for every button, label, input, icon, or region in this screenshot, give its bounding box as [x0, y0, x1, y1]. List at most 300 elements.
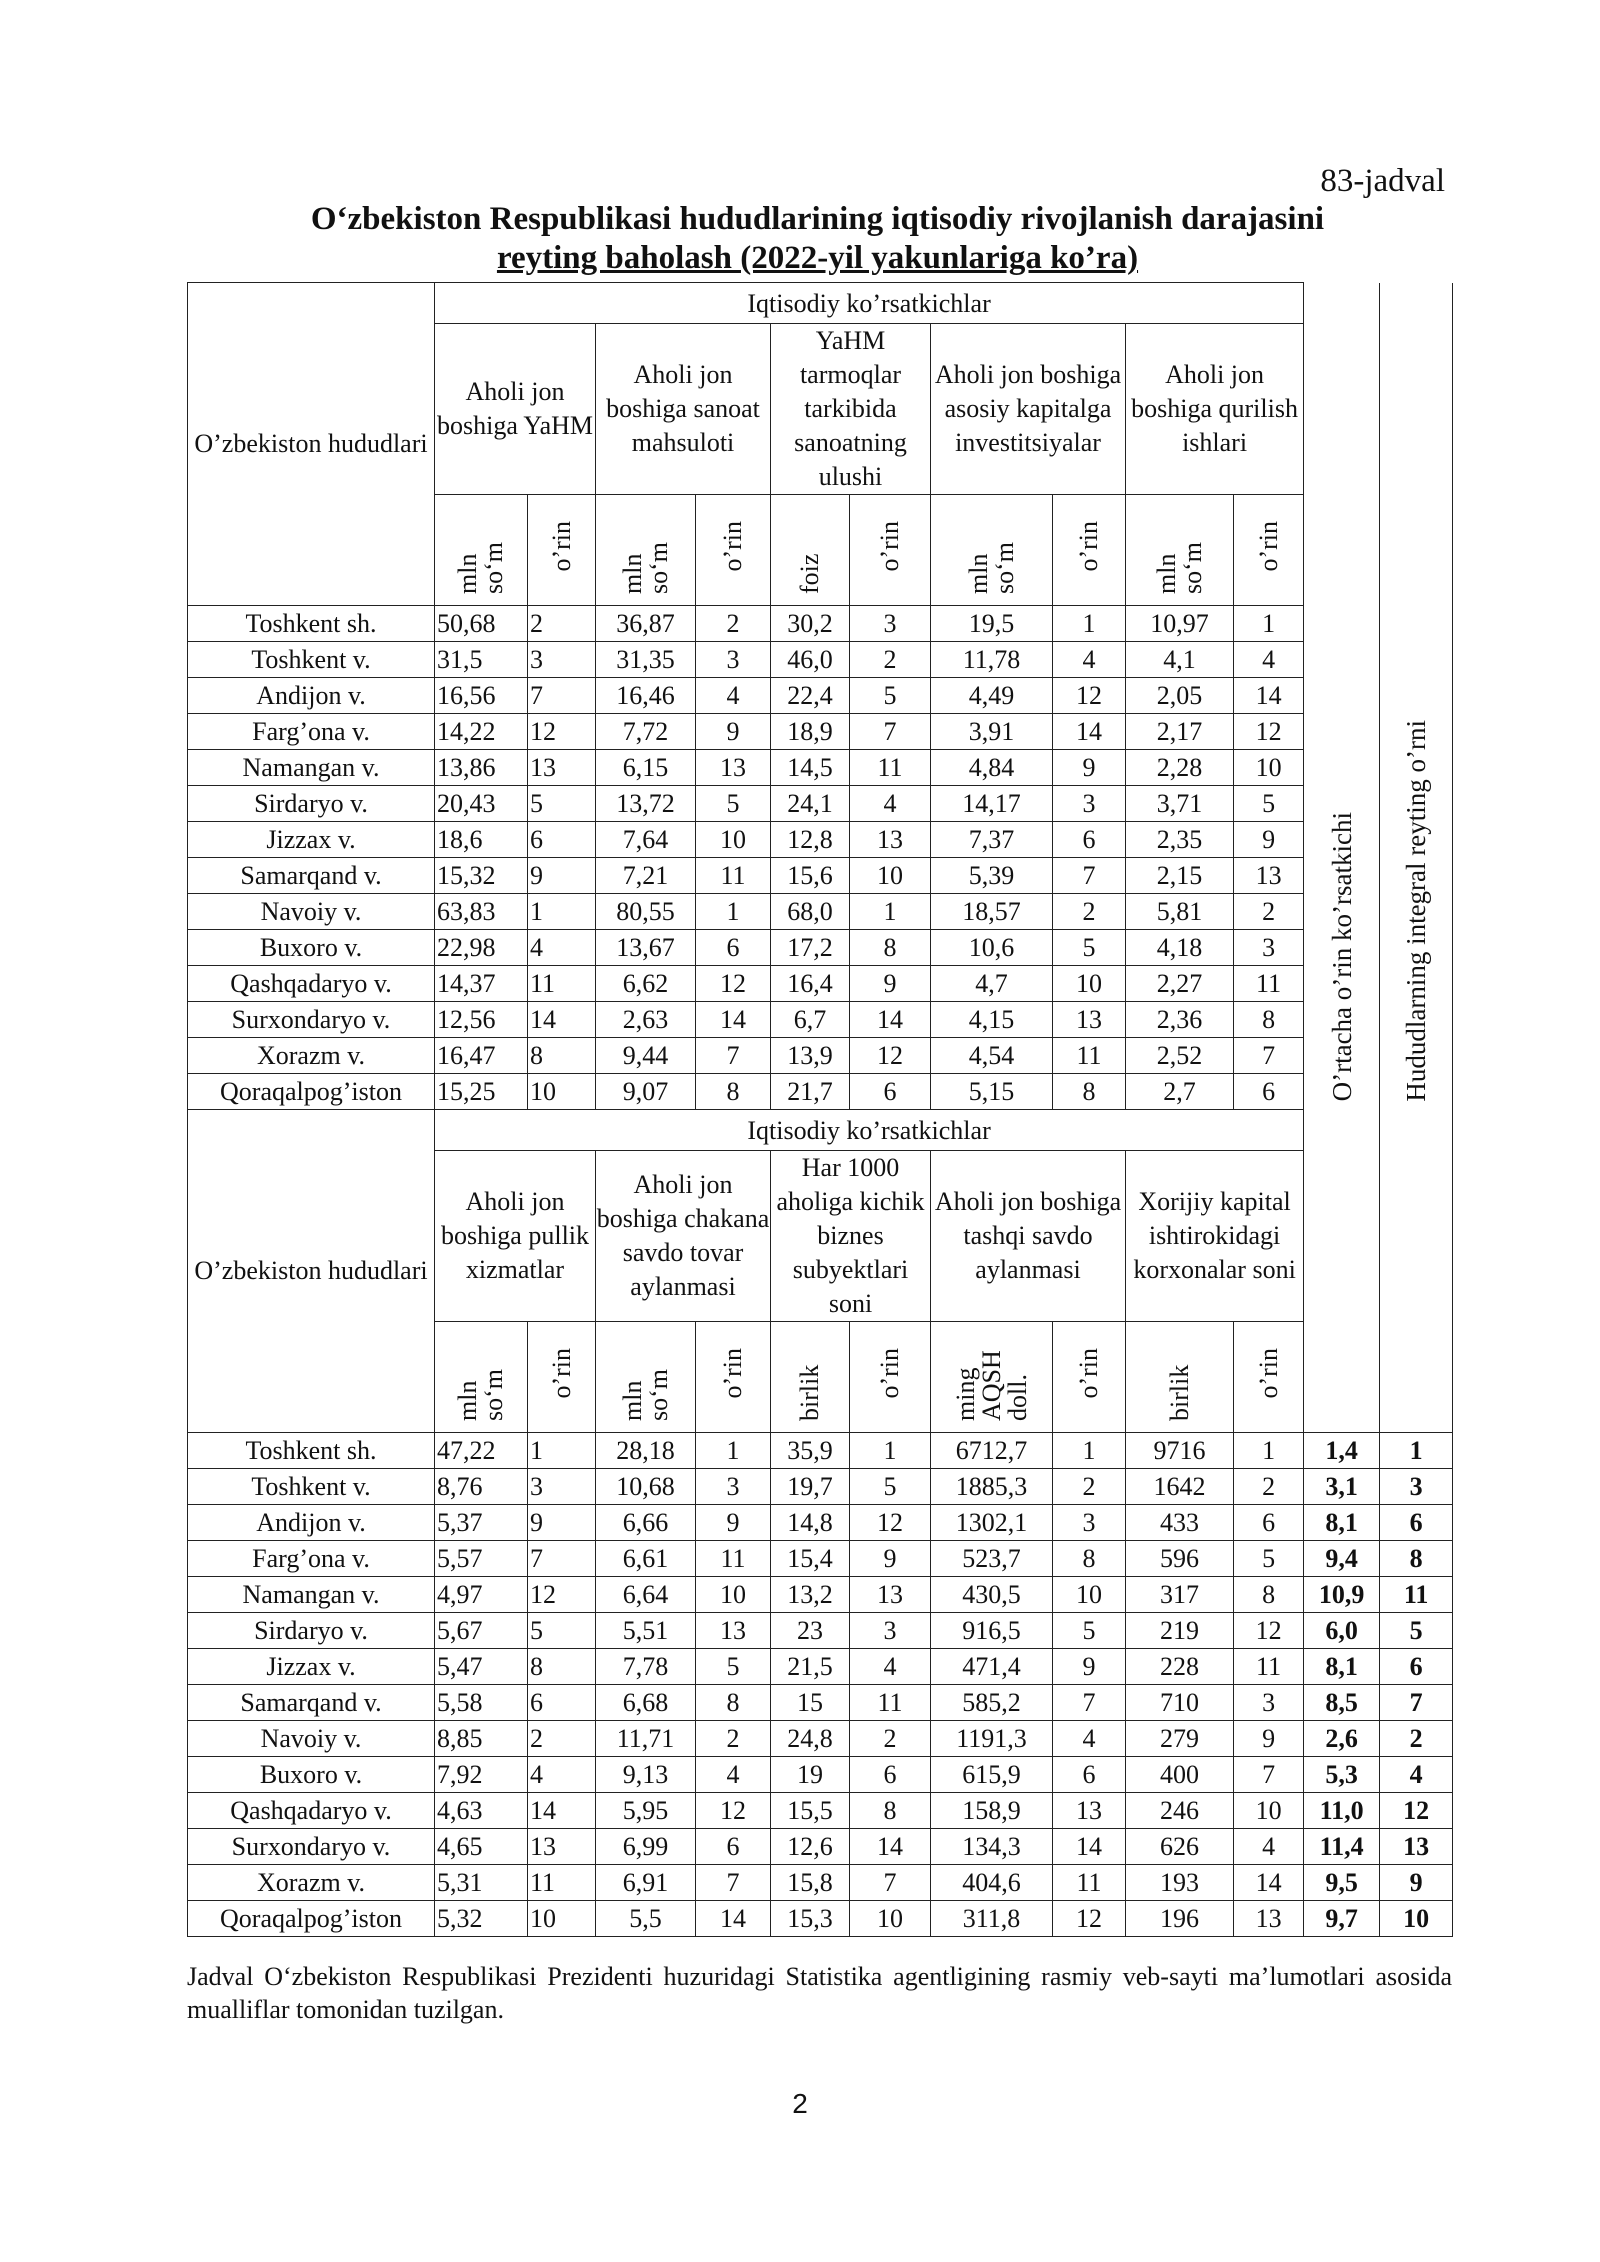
table-row	[188, 966, 1453, 1002]
table-cell: 7	[528, 678, 596, 714]
table-cell: 22,4	[771, 678, 850, 714]
table-cell: 11	[1053, 1865, 1126, 1901]
average-rank-header	[1304, 283, 1380, 1110]
indicator-header: Aholi jon boshiga sanoat mahsuloti	[596, 324, 771, 495]
indicator-header: Aholi jon boshiga chakana savdo tovar aylanmasi	[596, 1151, 771, 1322]
table-row	[188, 822, 1453, 858]
table-cell: 15	[771, 1685, 850, 1721]
rating-table-body	[188, 283, 1453, 1937]
table-cell: 1302,1	[931, 1505, 1053, 1541]
table-cell: 228	[1126, 1649, 1234, 1685]
table-cell: 4	[696, 678, 771, 714]
table-cell: 7,92	[435, 1757, 528, 1793]
integral-rank-value: 7	[1380, 1685, 1453, 1721]
region-name: Toshkent v.	[188, 1469, 435, 1505]
average-rank-value: 2,6	[1304, 1721, 1380, 1757]
table-cell: 1191,3	[931, 1721, 1053, 1757]
table-cell: 10	[850, 858, 931, 894]
table-cell: 9	[1234, 822, 1304, 858]
table-cell: 13,67	[596, 930, 696, 966]
table-cell: 31,35	[596, 642, 696, 678]
table-cell: 7	[1053, 858, 1126, 894]
table-cell: 5,37	[435, 1505, 528, 1541]
table-cell: 11	[1053, 1038, 1126, 1074]
table-cell: 14,37	[435, 966, 528, 1002]
table-cell: 1885,3	[931, 1469, 1053, 1505]
table-cell: 12,6	[771, 1829, 850, 1865]
table-cell: 4	[1234, 642, 1304, 678]
table-cell: 710	[1126, 1685, 1234, 1721]
table-row	[188, 1901, 1453, 1937]
rank-header	[528, 495, 596, 606]
table-row	[188, 606, 1453, 642]
table-cell: 4	[850, 786, 931, 822]
table-cell: 8	[696, 1074, 771, 1110]
region-name: Andijon v.	[188, 1505, 435, 1541]
rank-label: o’rin	[1074, 520, 1103, 572]
region-name: Jizzax v.	[188, 1649, 435, 1685]
table-cell: 18,57	[931, 894, 1053, 930]
table-cell: 5,47	[435, 1649, 528, 1685]
table-row	[188, 786, 1453, 822]
integral-rank-value: 10	[1380, 1901, 1453, 1937]
table-cell: 12	[1234, 714, 1304, 750]
region-name: Surxondaryo v.	[188, 1002, 435, 1038]
average-rank-value: 8,5	[1304, 1685, 1380, 1721]
region-name: Surxondaryo v.	[188, 1829, 435, 1865]
table-row	[188, 858, 1453, 894]
average-rank-value: 3,1	[1304, 1469, 1380, 1505]
table-cell: 219	[1126, 1613, 1234, 1649]
average-rank-value: 11,0	[1304, 1793, 1380, 1829]
table-cell: 7	[1234, 1757, 1304, 1793]
table-cell: 14,8	[771, 1505, 850, 1541]
region-name: Qashqadaryo v.	[188, 1793, 435, 1829]
table-cell: 2	[1053, 894, 1126, 930]
rank-header	[850, 495, 931, 606]
table-cell: 4	[528, 1757, 596, 1793]
table-cell: 4	[850, 1649, 931, 1685]
region-name: Namangan v.	[188, 1577, 435, 1613]
table-cell: 4,97	[435, 1577, 528, 1613]
table-row	[188, 1613, 1453, 1649]
table-cell: 1642	[1126, 1469, 1234, 1505]
integral-rank-value: 2	[1380, 1721, 1453, 1757]
table-cell: 5,5	[596, 1901, 696, 1937]
region-name: Sirdaryo v.	[188, 786, 435, 822]
table-cell: 10	[696, 1577, 771, 1613]
table-cell: 7,78	[596, 1649, 696, 1685]
table-cell: 6,62	[596, 966, 696, 1002]
indicator-header: Aholi jon boshiga pullik xizmatlar	[435, 1151, 596, 1322]
table-cell: 7	[850, 714, 931, 750]
indicator-header: Xorijiy kapital ishtirokidagi korxonalar soni	[1126, 1151, 1304, 1322]
integral-rank-value: 6	[1380, 1649, 1453, 1685]
table-cell: 1	[528, 894, 596, 930]
table-cell: 2	[1234, 894, 1304, 930]
table-cell: 6	[1053, 1757, 1126, 1793]
region-name: Qoraqalpog’iston	[188, 1074, 435, 1110]
table-cell: 1	[850, 894, 931, 930]
table-cell: 10	[1234, 1793, 1304, 1829]
table-cell: 8,76	[435, 1469, 528, 1505]
table-cell: 10	[850, 1901, 931, 1937]
table-cell: 9,07	[596, 1074, 696, 1110]
table-cell: 20,43	[435, 786, 528, 822]
table-cell: 615,9	[931, 1757, 1053, 1793]
table-row	[188, 1685, 1453, 1721]
table-cell: 2	[528, 606, 596, 642]
table-row	[188, 678, 1453, 714]
table-cell: 1	[1234, 606, 1304, 642]
table-cell: 10	[528, 1901, 596, 1937]
rank-label: o’rin	[546, 1347, 576, 1399]
table-cell: 12	[528, 1577, 596, 1613]
table-row	[188, 1829, 1453, 1865]
rank-header	[696, 495, 771, 606]
table-cell: 6	[850, 1074, 931, 1110]
table-cell: 13	[1053, 1793, 1126, 1829]
table-cell: 12	[1053, 678, 1126, 714]
table-cell: 3	[1234, 1685, 1304, 1721]
table-cell: 317	[1126, 1577, 1234, 1613]
table-cell: 6,66	[596, 1505, 696, 1541]
table-cell: 36,87	[596, 606, 696, 642]
table-cell: 10	[1053, 1577, 1126, 1613]
unit-label: mln so‘m	[1151, 541, 1207, 594]
average-rank-value: 1,4	[1304, 1433, 1380, 1469]
table-cell: 5	[1053, 1613, 1126, 1649]
table-cell: 6712,7	[931, 1433, 1053, 1469]
integral-rank-value: 8	[1380, 1541, 1453, 1577]
table-cell: 13,2	[771, 1577, 850, 1613]
table-cell: 8,85	[435, 1721, 528, 1757]
table-cell: 11	[850, 1685, 931, 1721]
table-cell: 1	[1234, 1433, 1304, 1469]
table-cell: 7	[850, 1865, 931, 1901]
table-cell: 523,7	[931, 1541, 1053, 1577]
table-cell: 11	[696, 858, 771, 894]
integral-rank-value: 4	[1380, 1757, 1453, 1793]
table-cell: 14	[1234, 1865, 1304, 1901]
table-cell: 10	[1053, 966, 1126, 1002]
table-cell: 2	[850, 1721, 931, 1757]
table-cell: 7,37	[931, 822, 1053, 858]
table-cell: 4	[1053, 1721, 1126, 1757]
table-cell: 5	[696, 1649, 771, 1685]
table-cell: 5	[528, 1613, 596, 1649]
unit-header	[771, 495, 850, 606]
table-cell: 1	[1053, 1433, 1126, 1469]
table-cell: 311,8	[931, 1901, 1053, 1937]
table-cell: 5,95	[596, 1793, 696, 1829]
table-cell: 28,18	[596, 1433, 696, 1469]
table-cell: 12	[696, 1793, 771, 1829]
table-cell: 5,57	[435, 1541, 528, 1577]
table-cell: 12,8	[771, 822, 850, 858]
table-cell: 1	[850, 1433, 931, 1469]
unit-header	[931, 1322, 1053, 1433]
integral-rank-header-cont	[1380, 1110, 1453, 1433]
average-rank-value: 11,4	[1304, 1829, 1380, 1865]
table-cell: 12	[528, 714, 596, 750]
table-cell: 5	[850, 1469, 931, 1505]
table-cell: 6	[1234, 1074, 1304, 1110]
table-cell: 6,61	[596, 1541, 696, 1577]
table-cell: 4,65	[435, 1829, 528, 1865]
table-cell: 134,3	[931, 1829, 1053, 1865]
table-cell: 596	[1126, 1541, 1234, 1577]
table-cell: 246	[1126, 1793, 1234, 1829]
table-cell: 18,6	[435, 822, 528, 858]
table-cell: 5,39	[931, 858, 1053, 894]
region-name: Samarqand v.	[188, 858, 435, 894]
table-cell: 13	[1053, 1002, 1126, 1038]
integral-rank-value: 1	[1380, 1433, 1453, 1469]
table-cell: 9	[850, 966, 931, 1002]
table-cell: 8	[528, 1649, 596, 1685]
rank-label: o’rin	[875, 1347, 904, 1399]
table-cell: 6	[850, 1757, 931, 1793]
region-name: Xorazm v.	[188, 1038, 435, 1074]
table-cell: 2,35	[1126, 822, 1234, 858]
table-cell: 11	[528, 1865, 596, 1901]
table-cell: 47,22	[435, 1433, 528, 1469]
table-row	[188, 930, 1453, 966]
rank-label: o’rin	[718, 520, 747, 572]
rating-table-container	[187, 282, 1452, 1937]
table-cell: 4,84	[931, 750, 1053, 786]
table-cell: 8	[696, 1685, 771, 1721]
average-rank-value: 9,4	[1304, 1541, 1380, 1577]
indicators-group-header: Iqtisodiy ko’rsatkichlar	[435, 1110, 1304, 1151]
table-row	[188, 1541, 1453, 1577]
table-cell: 22,98	[435, 930, 528, 966]
table-cell: 14	[1053, 714, 1126, 750]
unit-label: mln so‘m	[617, 1368, 673, 1421]
part1-header-group-row	[188, 283, 1453, 324]
table-cell: 5,58	[435, 1685, 528, 1721]
unit-label: foiz	[795, 553, 824, 594]
indicator-header: Har 1000 aholiga kichik biznes subyektlari soni	[771, 1151, 931, 1322]
rank-header	[528, 1322, 596, 1433]
unit-label: mln so‘m	[617, 541, 673, 594]
table-row	[188, 1721, 1453, 1757]
table-cell: 13,86	[435, 750, 528, 786]
table-number: 83-jadval	[1320, 163, 1445, 199]
region-name: Qashqadaryo v.	[188, 966, 435, 1002]
rank-label: o’rin	[1253, 520, 1283, 572]
table-cell: 10	[1234, 750, 1304, 786]
table-cell: 3	[528, 1469, 596, 1505]
table-cell: 916,5	[931, 1613, 1053, 1649]
table-cell: 13,9	[771, 1038, 850, 1074]
table-cell: 9	[1053, 750, 1126, 786]
table-cell: 8	[850, 930, 931, 966]
table-title	[185, 200, 1450, 278]
table-cell: 13	[528, 1829, 596, 1865]
table-cell: 471,4	[931, 1649, 1053, 1685]
table-cell: 4,49	[931, 678, 1053, 714]
table-cell: 10,6	[931, 930, 1053, 966]
table-cell: 1	[1053, 606, 1126, 642]
table-cell: 46,0	[771, 642, 850, 678]
region-name: Andijon v.	[188, 678, 435, 714]
table-cell: 6,68	[596, 1685, 696, 1721]
rating-table	[187, 282, 1453, 1937]
table-cell: 3,71	[1126, 786, 1234, 822]
table-cell: 2,7	[1126, 1074, 1234, 1110]
region-name: Toshkent sh.	[188, 1433, 435, 1469]
table-cell: 7	[528, 1541, 596, 1577]
table-cell: 4	[696, 1757, 771, 1793]
table-cell: 11,71	[596, 1721, 696, 1757]
average-rank-value: 9,5	[1304, 1865, 1380, 1901]
table-row	[188, 1074, 1453, 1110]
unit-header	[1126, 495, 1234, 606]
table-cell: 30,2	[771, 606, 850, 642]
table-cell: 5,51	[596, 1613, 696, 1649]
table-cell: 6,7	[771, 1002, 850, 1038]
average-rank-value: 8,1	[1304, 1649, 1380, 1685]
table-cell: 11,78	[931, 642, 1053, 678]
table-cell: 9	[696, 1505, 771, 1541]
table-cell: 5,15	[931, 1074, 1053, 1110]
rank-header	[1234, 1322, 1304, 1433]
table-cell: 3,91	[931, 714, 1053, 750]
integral-rank-value: 13	[1380, 1829, 1453, 1865]
table-cell: 23	[771, 1613, 850, 1649]
table-cell: 14	[696, 1901, 771, 1937]
table-cell: 50,68	[435, 606, 528, 642]
table-cell: 15,32	[435, 858, 528, 894]
region-name: Toshkent v.	[188, 642, 435, 678]
table-cell: 6	[528, 1685, 596, 1721]
table-cell: 1	[696, 894, 771, 930]
table-cell: 7,21	[596, 858, 696, 894]
table-cell: 6	[1053, 822, 1126, 858]
table-cell: 4,15	[931, 1002, 1053, 1038]
table-row	[188, 1757, 1453, 1793]
unit-header	[771, 1322, 850, 1433]
table-cell: 4,7	[931, 966, 1053, 1002]
table-cell: 16,56	[435, 678, 528, 714]
table-cell: 13,72	[596, 786, 696, 822]
region-name: Toshkent sh.	[188, 606, 435, 642]
table-cell: 13	[1234, 858, 1304, 894]
table-cell: 9	[1053, 1649, 1126, 1685]
table-cell: 6	[696, 1829, 771, 1865]
table-cell: 13	[696, 1613, 771, 1649]
table-row	[188, 1002, 1453, 1038]
table-cell: 9	[696, 714, 771, 750]
table-cell: 196	[1126, 1901, 1234, 1937]
table-cell: 8	[1234, 1577, 1304, 1613]
source-footnote: Jadval O‘zbekiston Respublikasi Prezidenti huzuridagi Statistika agentligining rasmiy veb-sayti ma’lumotlari asosida mualliflar tomonidan tuzilgan.	[187, 1962, 1452, 2024]
table-cell: 2,52	[1126, 1038, 1234, 1074]
table-cell: 3	[528, 642, 596, 678]
indicators-group-header: Iqtisodiy ko’rsatkichlar	[435, 283, 1304, 324]
average-rank-value: 10,9	[1304, 1577, 1380, 1613]
table-cell: 2	[850, 642, 931, 678]
integral-rank-value: 6	[1380, 1505, 1453, 1541]
table-cell: 21,7	[771, 1074, 850, 1110]
table-cell: 19,7	[771, 1469, 850, 1505]
table-cell: 13	[696, 750, 771, 786]
table-cell: 3	[1234, 930, 1304, 966]
table-cell: 585,2	[931, 1685, 1053, 1721]
average-rank-header-text: O’rtacha o’rin ko’rsatkichi	[1326, 812, 1357, 1102]
integral-rank-value: 12	[1380, 1793, 1453, 1829]
region-name: Qoraqalpog’iston	[188, 1901, 435, 1937]
table-row	[188, 1649, 1453, 1685]
part2-header-group-row	[188, 1110, 1453, 1151]
table-cell: 7,72	[596, 714, 696, 750]
table-row	[188, 1865, 1453, 1901]
integral-rank-value: 11	[1380, 1577, 1453, 1613]
table-row	[188, 894, 1453, 930]
table-cell: 19,5	[931, 606, 1053, 642]
region-name: Xorazm v.	[188, 1865, 435, 1901]
rank-label: o’rin	[546, 520, 576, 572]
table-cell: 2,15	[1126, 858, 1234, 894]
table-cell: 80,55	[596, 894, 696, 930]
table-cell: 10,97	[1126, 606, 1234, 642]
table-cell: 14	[850, 1002, 931, 1038]
indicator-header: Aholi jon boshiga YaHM	[435, 324, 596, 495]
table-row	[188, 750, 1453, 786]
table-cell: 24,1	[771, 786, 850, 822]
table-cell: 5,81	[1126, 894, 1234, 930]
unit-label: mln so‘m	[453, 1368, 508, 1421]
table-cell: 5,31	[435, 1865, 528, 1901]
table-cell: 14	[1053, 1829, 1126, 1865]
table-cell: 400	[1126, 1757, 1234, 1793]
table-cell: 3	[696, 1469, 771, 1505]
unit-header	[931, 495, 1053, 606]
table-cell: 2,17	[1126, 714, 1234, 750]
table-cell: 2,63	[596, 1002, 696, 1038]
table-cell: 2	[696, 1721, 771, 1757]
table-cell: 9	[528, 858, 596, 894]
table-cell: 15,8	[771, 1865, 850, 1901]
indicator-header: Aholi jon boshiga qurilish ishlari	[1126, 324, 1304, 495]
table-cell: 13	[528, 750, 596, 786]
table-cell: 5,67	[435, 1613, 528, 1649]
region-name: Buxoro v.	[188, 1757, 435, 1793]
table-cell: 68,0	[771, 894, 850, 930]
table-cell: 21,5	[771, 1649, 850, 1685]
table-cell: 3	[1053, 786, 1126, 822]
average-rank-value: 9,7	[1304, 1901, 1380, 1937]
table-cell: 16,46	[596, 678, 696, 714]
table-row	[188, 1793, 1453, 1829]
region-name: Namangan v.	[188, 750, 435, 786]
table-cell: 15,6	[771, 858, 850, 894]
table-cell: 4	[528, 930, 596, 966]
table-row	[188, 1038, 1453, 1074]
table-cell: 14	[1234, 678, 1304, 714]
table-cell: 8	[528, 1038, 596, 1074]
table-cell: 13	[1234, 1901, 1304, 1937]
table-cell: 63,83	[435, 894, 528, 930]
table-cell: 16,4	[771, 966, 850, 1002]
unit-header	[596, 495, 696, 606]
integral-rank-value: 9	[1380, 1865, 1453, 1901]
average-rank-header-cont	[1304, 1110, 1380, 1433]
table-cell: 24,8	[771, 1721, 850, 1757]
rank-header	[1053, 495, 1126, 606]
